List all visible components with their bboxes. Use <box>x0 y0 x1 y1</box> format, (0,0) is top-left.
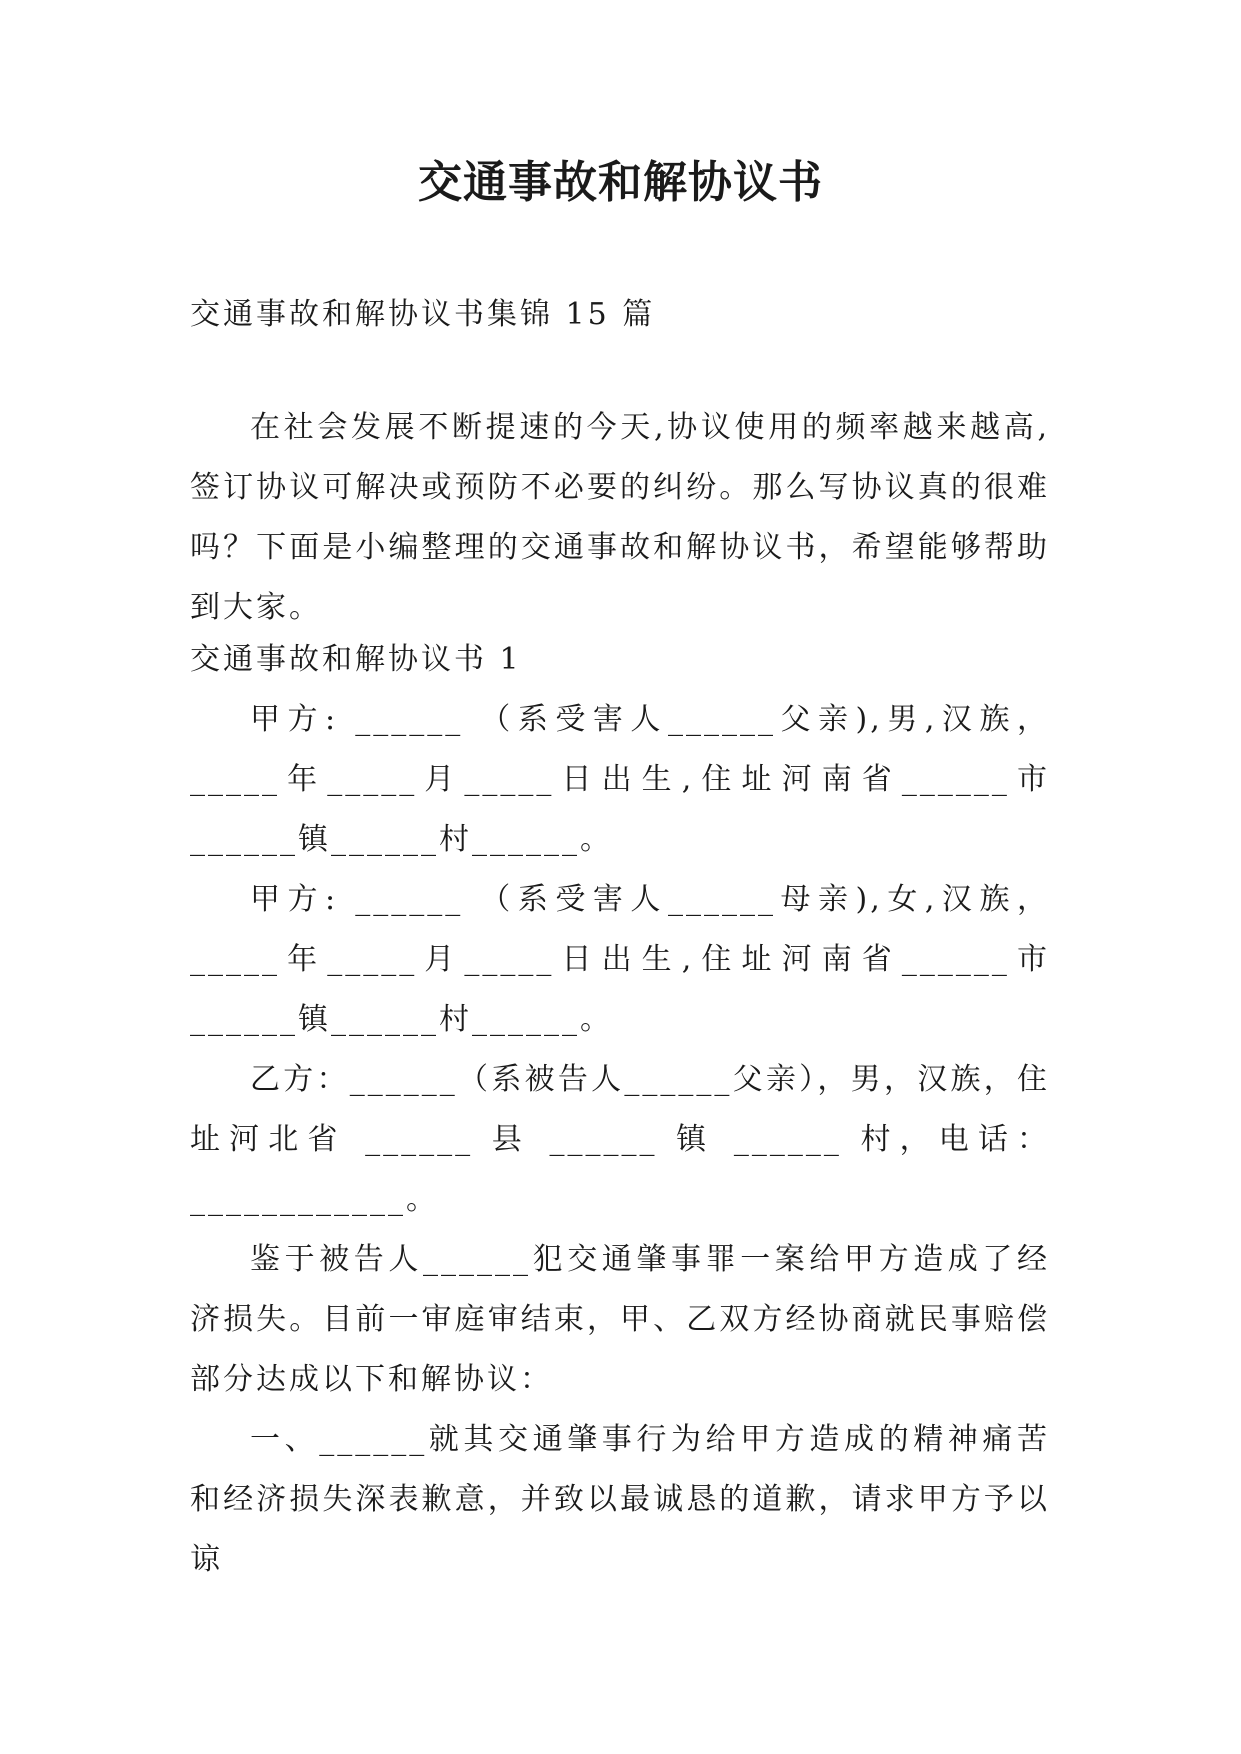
document-subtitle <box>190 285 1050 345</box>
agreement-section <box>190 642 1050 1590</box>
intro-paragraph: 在社会发展不断提速的今天,协议使用的频率越来越高,签订协议可解决或预防不必要的纠纷。那么写协议真的很难吗？下面是小编整理的交通事故和解协议书，希望能够帮助到大家。 <box>190 410 1050 625</box>
intro-section <box>190 398 1050 638</box>
whereas-paragraph: 鉴于被告人______犯交通肇事罪一案给甲方造成了经济损失。目前一审庭审结束，甲、乙双方经协商就民事赔偿部分达成以下和解协议： <box>190 1242 1050 1397</box>
clause-one-paragraph: 一、______就其交通肇事行为给甲方造成的精神痛苦和经济损失深表歉意，并致以最诚恳的道歉，请求甲方予以谅 <box>190 1422 1050 1577</box>
party-a-father-paragraph: 甲方: ______ （系受害人______父亲),男,汉族， _____年_____月_____日出生,住址河南省______市______镇______村______。 <box>190 702 1050 857</box>
subtitle-text: 交通事故和解协议书集锦 15 篇 <box>190 297 656 332</box>
section-heading: 交通事故和解协议书 1 <box>190 642 522 677</box>
party-b-paragraph: 乙方：______（系被告人______父亲），男，汉族，住址河北省 ______ 县 ______ 镇 ______ 村，电话：____________。 <box>190 1062 1050 1217</box>
document-title: 交通事故和解协议书 <box>418 157 823 208</box>
party-a-mother-paragraph: 甲方: ______ （系受害人______母亲),女,汉族， _____年_____月_____日出生,住址河南省______市______镇______村______。 <box>190 882 1050 1037</box>
